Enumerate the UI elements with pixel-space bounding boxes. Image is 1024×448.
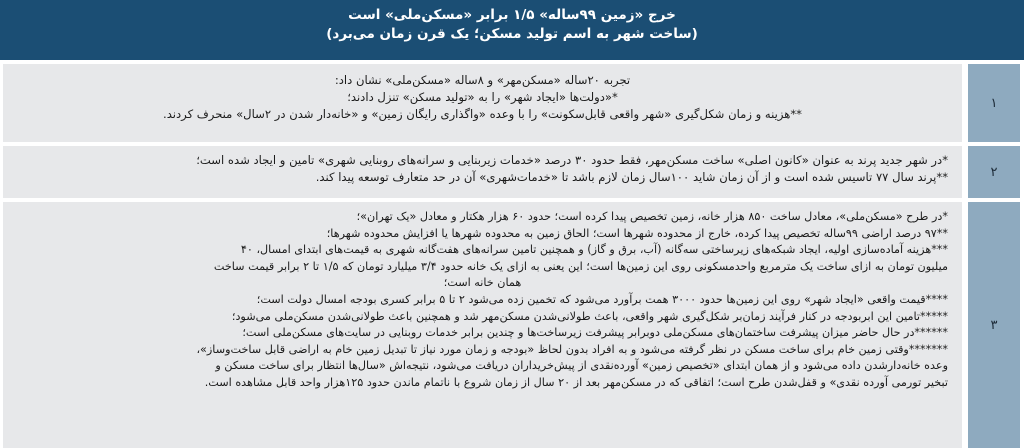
table-row — [0, 64, 1024, 142]
row-line: تبخیر تورمی آورده نقدی» و قفل‌شدن طرح است؛ اتفاقی که در مسکن‌مهر بعد از ۲۰ سال از زمان شروع با ناتمام ماندن حدود ۱۲۵هزار واحد قابل مشاهده است. — [204, 375, 948, 389]
row-number: ۱ — [968, 64, 1020, 142]
row-line: تجربه ۲۰ساله «مسکن‌مهر» و ۸ساله «مسکن‌ملی» نشان داد: — [334, 73, 631, 87]
row-line: ****قیمت واقعی «ایجاد شهر» روی این زمین‌ها حدود ۳۰۰۰ همت برآورد می‌شود که تخمین زده می‌شود ۲ تا ۵ برابر کسری بودجه امسال دولت است؛ — [256, 292, 948, 306]
row-text — [3, 202, 962, 448]
row-number: ۳ — [968, 202, 1020, 448]
table-row — [0, 202, 1024, 448]
row-line: *«دولت‌ها «ایجاد شهر» را به «تولید مسکن» تنزل دادند؛ — [347, 90, 618, 104]
page-title: خرج «زمین ۹۹ساله» ۱/۵ برابر «مسکن‌ملی» است — [348, 7, 676, 23]
row-line: وعده خانه‌دارشدن داده می‌شود و از همان ابتدای «تخصیص زمین» آورده‌نقدی از پیش‌خریداران دریافت می‌شود، نتیجه‌اش «سال‌ها انتظار برای ساخت مسکن و — [215, 359, 948, 373]
row-line: *******وقتی زمین خام برای ساخت مسکن در نظر گرفته می‌شود و به افراد بدون لحاظ «بودجه و زمان مورد نیاز تا تبدیل زمین خام به اراضی قابل ساخت‌وساز»، — [196, 342, 948, 356]
row-line: **پرند سال ۷۷ تاسیس شده است و از آن زمان شاید ۱۰۰سال زمان لازم باشد تا «خدمات‌شهری» آن در حد متعارف توسعه پیدا کند. — [315, 170, 948, 184]
row-text — [3, 64, 962, 142]
row-line: *در شهر جدید پرند به عنوان «کانون اصلی» ساخت مسکن‌مهر، فقط حدود ۳۰ درصد «خدمات زیربنایی و سرانه‌های روبنایی شهری» تامین و ایجاد شده است؛ — [196, 153, 948, 167]
row-line: میلیون تومان به ازای ساخت یک مترمربع واحدمسکونی روی این زمین‌ها است؛ این یعنی به ازای یک خانه حدود ۳/۴ میلیارد تومان که ۱/۵ تا ۲ برابر قیمت ساخت — [213, 259, 948, 273]
row-line: **۹۷ درصد اراضی ۹۹ساله تخصیص پیدا کرده، خارج از محدوده شهرها است؛ الحاق زمین به محدوده شهرها یا افزایش محدوده شهرها؛ — [326, 226, 948, 240]
row-line: ******در حال حاضر میزان پیشرفت ساختمان‌های مسکن‌ملی دوبرابر پیشرفت زیرساخت‌ها و چندین برابر خدمات روبنایی در سایت‌های مسکن‌ملی است؛ — [242, 326, 948, 340]
row-line: **هزینه و زمان شکل‌گیری «شهر واقعی قابل‌سکونت» را با وعده «واگذاری رایگان زمین» و «خانه‌دار شدن در ۲سال» منحرف کردند. — [163, 107, 802, 121]
row-text — [3, 146, 962, 198]
row-line: *****تامین این ابربودجه در کنار فرآیند زمان‌بر شکل‌گیری شهر واقعی، باعث طولانی‌شدن مسکن‌مهر شد و همچنین باعث طولانی‌شدن مسکن‌ملی می‌شود؛ — [231, 309, 948, 323]
row-number: ۲ — [968, 146, 1020, 198]
row-line: *در طرح «مسکن‌ملی»، معادل ساخت ۸۵۰ هزار خانه، زمین تخصیص پیدا کرده است؛ حدود ۶۰ هزار هکتار و معادل «یک تهران»؛ — [356, 210, 948, 223]
page-subtitle: (ساخت شهر به اسم تولید مسکن؛ یک قرن زمان می‌برد) — [326, 26, 698, 42]
row-line: ***هزینه آماده‌سازی اولیه، ایجاد شبکه‌های زیرساختی سه‌گانه (آب، برق و گاز) و همچنین تامین سرانه‌های هفت‌گانه شهری به قیمت‌های ابتدای امسال، ۴۰ — [240, 243, 948, 257]
row-line: همان خانه است؛ — [443, 276, 522, 290]
table-row — [0, 146, 1024, 198]
table-header — [0, 0, 1024, 60]
